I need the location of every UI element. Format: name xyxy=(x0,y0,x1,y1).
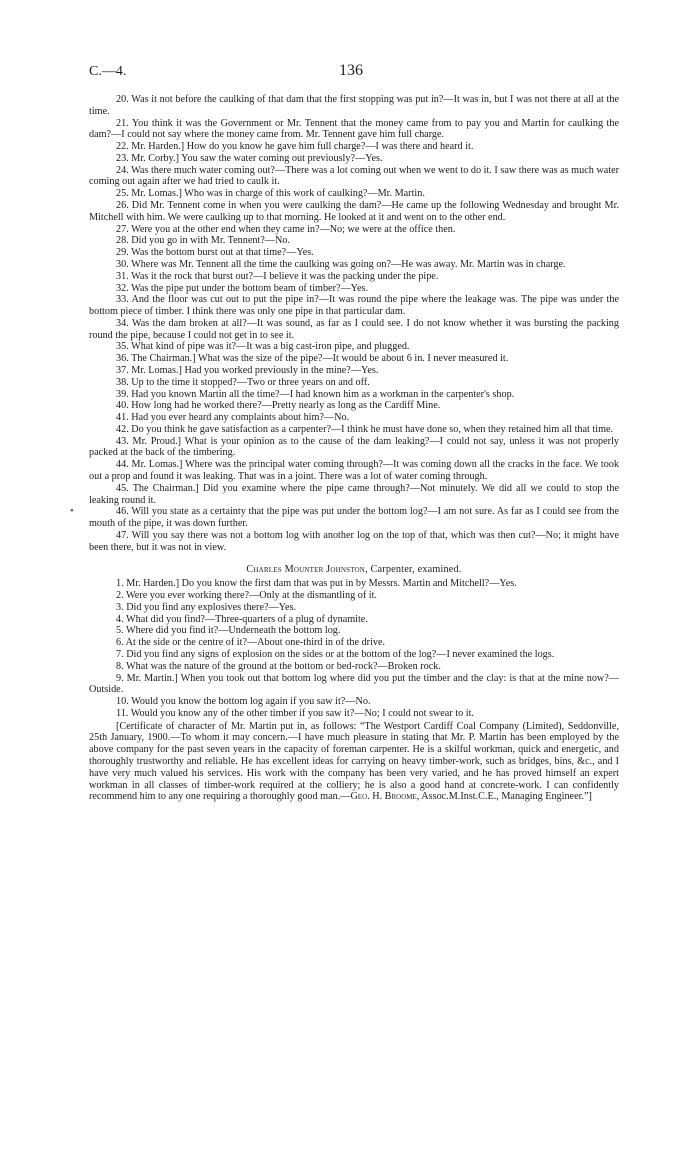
question-answer-paragraph: 33. And the floor was cut out to put the pipe in?—It was round the pipe where the leakage was. The pipe was under the bottom piece of timber. I think there was only one pipe in that particular dam. xyxy=(89,294,619,318)
question-answer-paragraph: 32. Was the pipe put under the bottom beam of timber?—Yes. xyxy=(116,282,369,294)
question-answer-paragraph: 1. Mr. Harden.] Do you know the first dam that was put in by Messrs. Martin and Mitchell?—Yes. xyxy=(116,578,517,590)
question-answer-paragraph: 23. Mr. Corby.] You saw the water coming out previously?—Yes. xyxy=(116,152,383,164)
question-answer-paragraph: 30. Where was Mr. Tennent all the time the caulking was going on?—He was away. Mr. Martin was in charge. xyxy=(116,258,566,270)
question-answer-paragraph: 37. Mr. Lomas.] Had you worked previously in the mine?—Yes. xyxy=(116,364,379,376)
testimony-part-one xyxy=(89,94,619,553)
question-answer-paragraph: 29. Was the bottom burst out at that time?—Yes. xyxy=(116,247,314,259)
question-answer-paragraph: 36. The Chairman.] What was the size of the pipe?—It would be about 6 in. I never measured it. xyxy=(116,353,509,365)
document-body xyxy=(89,94,619,803)
question-answer-paragraph: 27. Were you at the other end when they came in?—No; we were at the office then. xyxy=(116,223,456,235)
question-answer-paragraph: 25. Mr. Lomas.] Who was in charge of this work of caulking?—Mr. Martin. xyxy=(116,188,425,200)
question-answer-paragraph: 43. Mr. Proud.] What is your opinion as to the cause of the dam leaking?—I could not say, unless it was not properly packed at the back of the timbering. xyxy=(89,435,619,459)
certificate-signer-title: , Assoc.M.Inst.C.E., Managing Engineer.”] xyxy=(416,791,592,803)
question-answer-paragraph: 35. What kind of pipe was it?—It was a big cast-iron pipe, and plugged. xyxy=(116,341,410,353)
question-answer-paragraph: 41. Had you ever heard any complaints about him?—No. xyxy=(116,412,350,424)
question-answer-paragraph: 45. The Chairman.] Did you examine where the pipe came through?—Not minutely. We did all we could to stop the leaking round it. xyxy=(89,482,619,506)
certificate-paragraph xyxy=(89,721,619,803)
margin-mark: • xyxy=(70,505,74,517)
question-answer-paragraph: 7. Did you find any signs of explosion on the sides or at the bottom of the log?—I never examined the logs. xyxy=(116,648,555,660)
question-answer-paragraph: 22. Mr. Harden.] How do you know he gave him full charge?—I was there and heard it. xyxy=(116,141,474,153)
question-answer-paragraph: 40. How long had he worked there?—Pretty nearly as long as the Cardiff Mine. xyxy=(116,400,441,412)
page-number: 136 xyxy=(339,62,363,79)
witness-name: Charles Mounter Johnston xyxy=(246,564,366,576)
question-answer-paragraph: 11. Would you know any of the other timber if you saw it?—No; I could not swear to it. xyxy=(116,707,474,719)
question-answer-paragraph: 38. Up to the time it stopped?—Two or three years on and off. xyxy=(116,376,370,388)
question-answer-paragraph: 46. Will you state as a certainty that the pipe was put under the bottom log?—I am not sure. As far as I could see from the mouth of the pipe, it was down further. xyxy=(89,506,619,530)
question-answer-paragraph: 28. Did you go in with Mr. Tennent?—No. xyxy=(116,235,290,247)
question-answer-paragraph: 26. Did Mr. Tennent come in when you were caulking the dam?—He came up the following Wednesday and brought Mr. Mitchell with him. We were caulking up to that morning. He looked at it and went on to the other end. xyxy=(89,200,619,223)
certificate-signer: Geo. H. Broome xyxy=(350,791,417,803)
question-answer-paragraph: 47. Will you say there was not a bottom log with another log on the top of that, which was then cut?—No; it might have been there, but it was not in view. xyxy=(89,529,619,553)
question-answer-paragraph: 34. Was the dam broken at all?—It was sound, as far as I could see. I do not know whether it was bursting the packing round the pipe, because I could not get in to see it. xyxy=(89,317,619,341)
witness-role: , Carpenter, examined. xyxy=(365,564,462,576)
question-answer-paragraph: 42. Do you think he gave satisfaction as a carpenter?—I think he must have done so, when they retained him all that time. xyxy=(116,423,614,435)
certificate-text: [Certificate of character of Mr. Martin put in, as follows: “The Westport Cardiff Coal Company (Limited), Seddonville, 25th January, 1900.—To whom it may concern.—I have much pleasure in stating that Mr. P. Martin has been employed by the above company for the past seven years in the capacity of foreman carpenter. He is a skilful workman, quick and energetic, and thoroughly trustworthy and reliable. He has excellent ideas for carrying on heavy timber-work, such as bridges, bins, &c., and I have very much valued his services. His work with the company has been very varied, and he has proved himself an expert workman in all classes of timber-work required at the colliery; he is also a good hand at concrete-work. I can confidently recommend him to any one requiring a thoroughly good man.— xyxy=(89,720,619,803)
question-answer-paragraph: 5. Where did you find it?—Underneath the bottom log. xyxy=(116,625,341,637)
question-answer-paragraph: 4. What did you find?—Three-quarters of a plug of dynamite. xyxy=(116,613,368,625)
question-answer-paragraph: 20. Was it not before the caulking of that dam that the first stopping was put in?—It was in, but I was not there at all at the time. xyxy=(89,94,619,117)
question-answer-paragraph: 24. Was there much water coming out?—There was a lot coming out when we went to do it. I saw there was as much water coming out again after we had tried to caulk it. xyxy=(89,164,619,188)
question-answer-paragraph: 44. Mr. Lomas.] Where was the principal water coming through?—It was coming down all the cracks in the face. We took out a prop and found it was leaking. That was in a joint. There was a lot of water coming through. xyxy=(89,459,619,482)
document-page xyxy=(89,0,619,803)
question-answer-paragraph: 31. Was it the rock that burst out?—I believe it was the packing under the pipe. xyxy=(116,270,439,282)
document-reference: C.—4. xyxy=(89,64,127,79)
page-header xyxy=(89,0,619,79)
question-answer-paragraph: 21. You think it was the Government or Mr. Tennent that the money came from to pay you and Martin for caulking the dam?—I could not say where the money came from. Mr. Tennent gave him full charge. xyxy=(89,117,619,141)
question-answer-paragraph: 8. What was the nature of the ground at the bottom or bed-rock?—Broken rock. xyxy=(116,660,441,672)
question-answer-paragraph: 3. Did you find any explosives there?—Yes. xyxy=(116,601,297,613)
question-answer-paragraph: 2. Were you ever working there?—Only at the dismantling of it. xyxy=(116,590,377,602)
question-answer-paragraph: 9. Mr. Martin.] When you took out that bottom log where did you put the timber and the clay: is that at the mine now?—Outside. xyxy=(89,672,619,696)
question-answer-paragraph: 39. Had you known Martin all the time?—I had known him as a workman in the carpenter's shop. xyxy=(116,388,515,400)
question-answer-paragraph: 10. Would you know the bottom log again if you saw it?—No. xyxy=(116,696,371,708)
testimony-part-two xyxy=(89,578,619,719)
question-answer-paragraph: 6. At the side or the centre of it?—About one-third in of the drive. xyxy=(116,637,386,649)
section-title xyxy=(89,564,619,576)
